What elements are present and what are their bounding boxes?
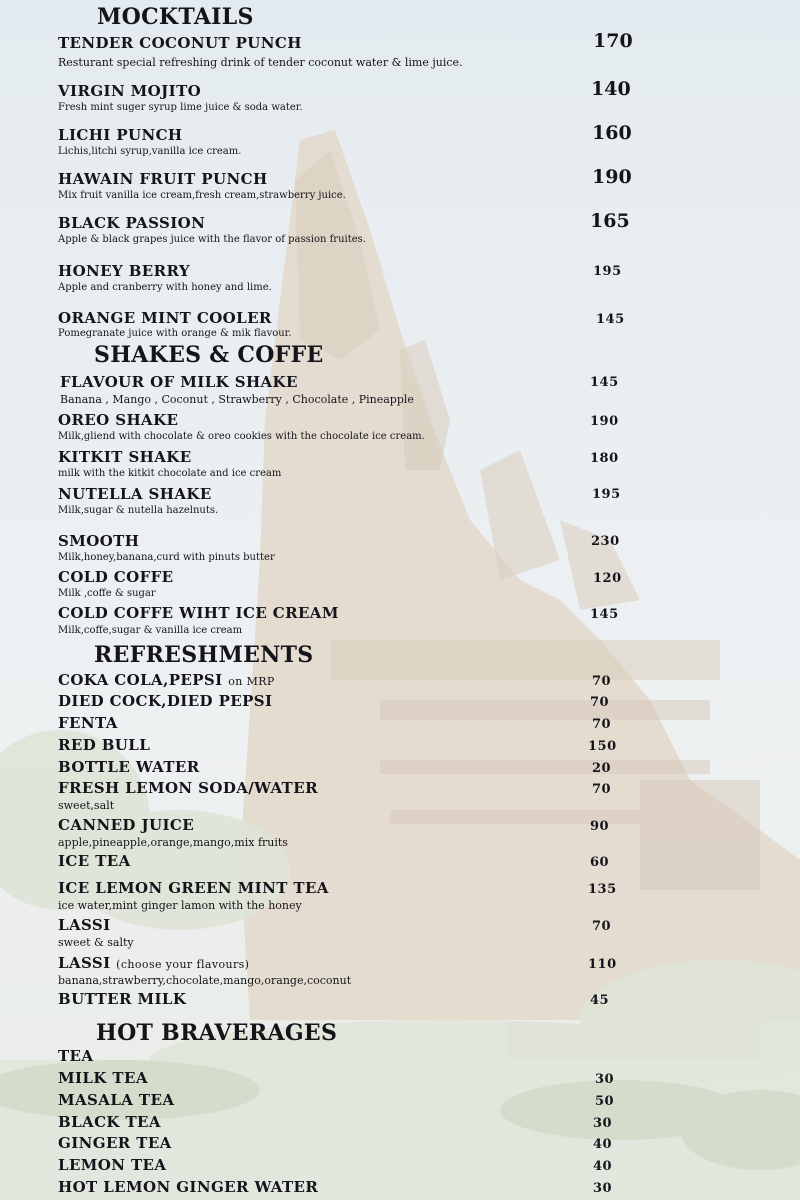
menu-item-name: OREO SHAKE [58,411,179,429]
menu-item-price: 70 [590,695,610,710]
menu-item-name: FRESH LEMON SODA/WATER [58,779,318,797]
menu-item-desc: sweet & salty [58,936,134,949]
section-title-hot-beverages: HOT BRAVERAGES [96,1020,338,1046]
menu-item-desc: Milk,sugar & nutella hazelnuts. [58,505,219,516]
menu-item-name: BUTTER MILK [58,990,187,1008]
menu-item-name: KITKIT SHAKE [58,448,192,466]
menu-item-name: ORANGE MINT COOLER [58,309,272,327]
menu-item-name: HONEY BERRY [58,262,191,280]
menu-item-name: VIRGIN MOJITO [58,82,202,100]
subsection-title-tea: TEA [58,1047,94,1065]
menu-item-price: 70 [592,717,612,732]
menu-item-price: 20 [592,761,612,776]
menu-item-desc: Milk,coffe,sugar & vanilla ice cream [58,625,243,636]
menu-item-name: SMOOTH [58,532,140,550]
menu-item-desc: sweet,salt [58,799,115,812]
menu-item-price: 40 [593,1137,613,1152]
menu-item-name: COLD COFFE [58,568,174,586]
section-title-shakes: SHAKES & COFFE [94,342,324,368]
menu-item-name: FLAVOUR OF MILK SHAKE [60,373,298,391]
menu-item-price: 230 [591,534,620,549]
menu-item-name: COLD COFFE WIHT ICE CREAM [58,604,339,622]
menu-item-price: 50 [595,1094,615,1109]
menu-item-name-text: LASSI [58,954,111,972]
menu-item-name: BLACK PASSION [58,214,206,232]
menu-item-name: TENDER COCONUT PUNCH [58,34,302,52]
menu-item-name: MILK TEA [58,1069,148,1087]
menu-item-name [58,954,249,972]
menu-item-desc: Milk ,coffe & sugar [58,588,156,599]
menu-item-name: RED BULL [58,736,151,754]
menu-item-name: FENTA [58,714,118,732]
menu-item-note: on MRP [228,675,275,688]
menu-item-price: 30 [593,1181,613,1196]
menu-item-price: 40 [593,1159,613,1174]
menu-item-price: 90 [590,819,610,834]
menu-item-price: 45 [590,993,610,1008]
menu-item-name: ICE LEMON GREEN MINT TEA [58,879,329,897]
menu-item-name: BLACK TEA [58,1113,161,1131]
menu-item-price: 195 [592,487,621,502]
menu-item-name [58,671,275,689]
section-title-refreshments: REFRESHMENTS [94,642,314,668]
menu-item-price: 70 [592,782,612,797]
menu-item-name: LEMON TEA [58,1156,167,1174]
menu-item-price: 120 [593,571,622,586]
menu-item-name: HAWAIN FRUIT PUNCH [58,170,268,188]
menu-item-name: NUTELLA SHAKE [58,485,212,503]
menu-item-price: 30 [593,1116,613,1131]
menu-item-price: 140 [591,78,631,100]
menu-item-price: 190 [590,414,619,429]
menu-item-desc: Milk,gliend with chocolate & oreo cookies with the chocolate ice cream. [58,431,425,442]
menu-item-price: 30 [595,1072,615,1087]
menu-item-name: CANNED JUICE [58,816,195,834]
menu-item-price: 145 [590,375,619,390]
menu-item-desc: Pomegranate juice with orange & mik flavour. [58,328,292,339]
menu-item-price: 150 [588,739,617,754]
menu-item-desc: banana,strawberry,chocolate,mango,orange,coconut [58,974,352,987]
menu-item-desc: Milk,honey,banana,curd with pinuts butter [58,552,275,563]
menu-item-price: 165 [590,210,630,232]
menu-item-name: BOTTLE WATER [58,758,200,776]
menu-item-desc: Apple & black grapes juice with the flavor of passion fruites. [58,234,366,245]
menu-item-price: 145 [590,607,619,622]
menu-item-name: LICHI PUNCH [58,126,183,144]
menu-item-desc: ice water,mint ginger lamon with the honey [58,899,302,912]
menu-item-price: 180 [590,451,619,466]
menu-item-price: 70 [592,674,612,689]
menu-item-name: HOT LEMON GINGER WATER [58,1178,319,1196]
menu-item-desc: Banana , Mango , Coconut , Strawberry , Chocolate , Pineapple [60,393,414,406]
menu-item-name: ICE TEA [58,852,131,870]
menu-item-price: 135 [588,882,617,897]
menu-item-price: 170 [593,30,633,52]
menu-item-note: (choose your flavours) [116,958,250,971]
menu-item-name-text: COKA COLA,PEPSI [58,671,223,689]
menu-item-name: DIED COCK,DIED PEPSI [58,692,273,710]
menu-item-desc: Lichis,litchi syrup,vanilla ice cream. [58,146,242,157]
menu-item-desc: Mix fruit vanilla ice cream,fresh cream,strawberry juice. [58,190,346,201]
menu-item-name: GINGER TEA [58,1134,172,1152]
menu-item-price: 70 [592,919,612,934]
menu-item-desc: milk with the kitkit chocolate and ice cream [58,468,282,479]
menu-item-price: 60 [590,855,610,870]
menu-item-desc: Fresh mint suger syrup lime juice & soda water. [58,102,303,113]
menu-item-price: 195 [593,264,622,279]
section-title-mocktails: MOCKTAILS [97,4,254,30]
menu-item-desc: apple,pineapple,orange,mango,mix fruits [58,836,288,849]
menu-item-price: 190 [592,166,632,188]
menu-item-price: 145 [596,312,625,327]
menu-item-name: MASALA TEA [58,1091,175,1109]
menu-item-desc: Resturant special refreshing drink of tender coconut water & lime juice. [58,56,463,69]
menu-item-price: 160 [592,122,632,144]
menu-item-name: LASSI [58,916,111,934]
menu-item-price: 110 [588,957,617,972]
menu-item-desc: Apple and cranberry with honey and lime. [58,282,272,293]
